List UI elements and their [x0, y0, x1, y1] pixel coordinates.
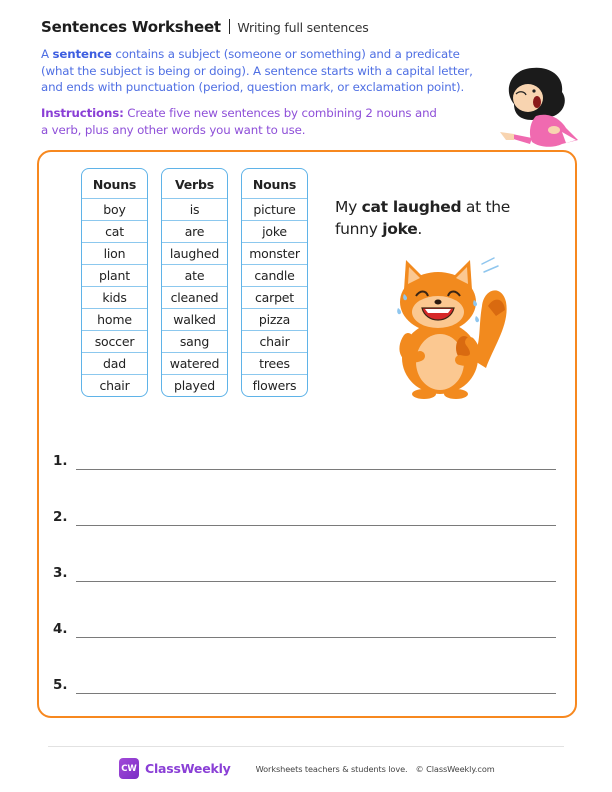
footer — [119, 758, 495, 779]
word-cell: candle — [242, 264, 307, 286]
line-number: 3. — [53, 565, 68, 581]
footer-tagline: Worksheets teachers & students love. — [255, 763, 408, 774]
brand-name[interactable]: ClassWeekly — [145, 761, 231, 776]
writing-line[interactable] — [76, 581, 556, 582]
line-number: 2. — [53, 509, 68, 525]
column-header: Nouns — [252, 177, 297, 192]
answer-line-1[interactable] — [53, 450, 556, 470]
intro-term: sentence — [52, 47, 112, 61]
word-cell: laughed — [162, 242, 227, 264]
intro-prefix: A — [41, 47, 53, 61]
line-number: 5. — [53, 677, 68, 693]
word-cell: plant — [82, 264, 147, 286]
writing-line[interactable] — [76, 693, 556, 694]
column-header: Verbs — [174, 177, 215, 192]
word-cell: carpet — [242, 286, 307, 308]
column-header: Nouns — [92, 177, 137, 192]
word-cell: sang — [162, 330, 227, 352]
word-cell: lion — [82, 242, 147, 264]
word-column-nouns-1 — [81, 168, 148, 397]
example-text: My — [335, 198, 362, 216]
word-column-nouns-2 — [241, 168, 308, 397]
word-cell: chair — [242, 330, 307, 352]
intro-body: contains a subject (someone or something) and a predicate (what the subject is being or doing). A sentence starts with a capital letter, and ends with punctuation (period, question mark, or exclamation point). — [41, 47, 473, 94]
title-divider — [229, 19, 231, 34]
word-cell: chair — [82, 374, 147, 396]
example-text: at the funny — [335, 198, 511, 238]
word-cell: walked — [162, 308, 227, 330]
word-cell: is — [162, 198, 227, 220]
example-punctuation: . — [417, 220, 423, 238]
word-cell: watered — [162, 352, 227, 374]
footer-divider — [48, 746, 564, 747]
page-header — [41, 17, 369, 36]
word-cell: monster — [242, 242, 307, 264]
word-cell: are — [162, 220, 227, 242]
worksheet-title: Sentences Worksheet — [41, 18, 221, 36]
instructions-label: Instructions: — [41, 106, 124, 120]
word-cell: flowers — [242, 374, 307, 396]
laughing-cat-illustration — [378, 250, 508, 400]
word-cell: dad — [82, 352, 147, 374]
answer-line-5[interactable] — [53, 674, 556, 694]
word-column-verbs — [161, 168, 228, 397]
writing-line[interactable] — [76, 525, 556, 526]
word-cell: picture — [242, 198, 307, 220]
intro-paragraph — [41, 46, 491, 96]
instructions-paragraph — [41, 105, 441, 138]
instructions-text: Create five new sentences by combining 2 nouns and a verb, plus any other words you want to use. — [41, 106, 437, 137]
word-cell: trees — [242, 352, 307, 374]
footer-copyright: © ClassWeekly.com — [415, 763, 495, 774]
line-number: 4. — [53, 621, 68, 637]
word-cell: cleaned — [162, 286, 227, 308]
word-cell: pizza — [242, 308, 307, 330]
word-cell: kids — [82, 286, 147, 308]
worksheet-subtitle: Writing full sentences — [237, 20, 369, 35]
example-bold-subject-verb: cat laughed — [361, 198, 462, 216]
word-cell: cat — [82, 220, 147, 242]
writing-line[interactable] — [76, 637, 556, 638]
word-cell: home — [82, 308, 147, 330]
word-cell: boy — [82, 198, 147, 220]
example-bold-object: joke — [382, 220, 418, 238]
word-cell: joke — [242, 220, 307, 242]
writing-line[interactable] — [76, 469, 556, 470]
word-cell: played — [162, 374, 227, 396]
line-number: 1. — [53, 453, 68, 469]
laughing-girl-illustration — [492, 64, 584, 150]
example-sentence — [335, 196, 535, 240]
classweekly-logo-icon[interactable]: CW — [119, 758, 139, 779]
word-cell: ate — [162, 264, 227, 286]
answer-line-4[interactable] — [53, 618, 556, 638]
word-cell: soccer — [82, 330, 147, 352]
answer-line-3[interactable] — [53, 562, 556, 582]
answer-line-2[interactable] — [53, 506, 556, 526]
